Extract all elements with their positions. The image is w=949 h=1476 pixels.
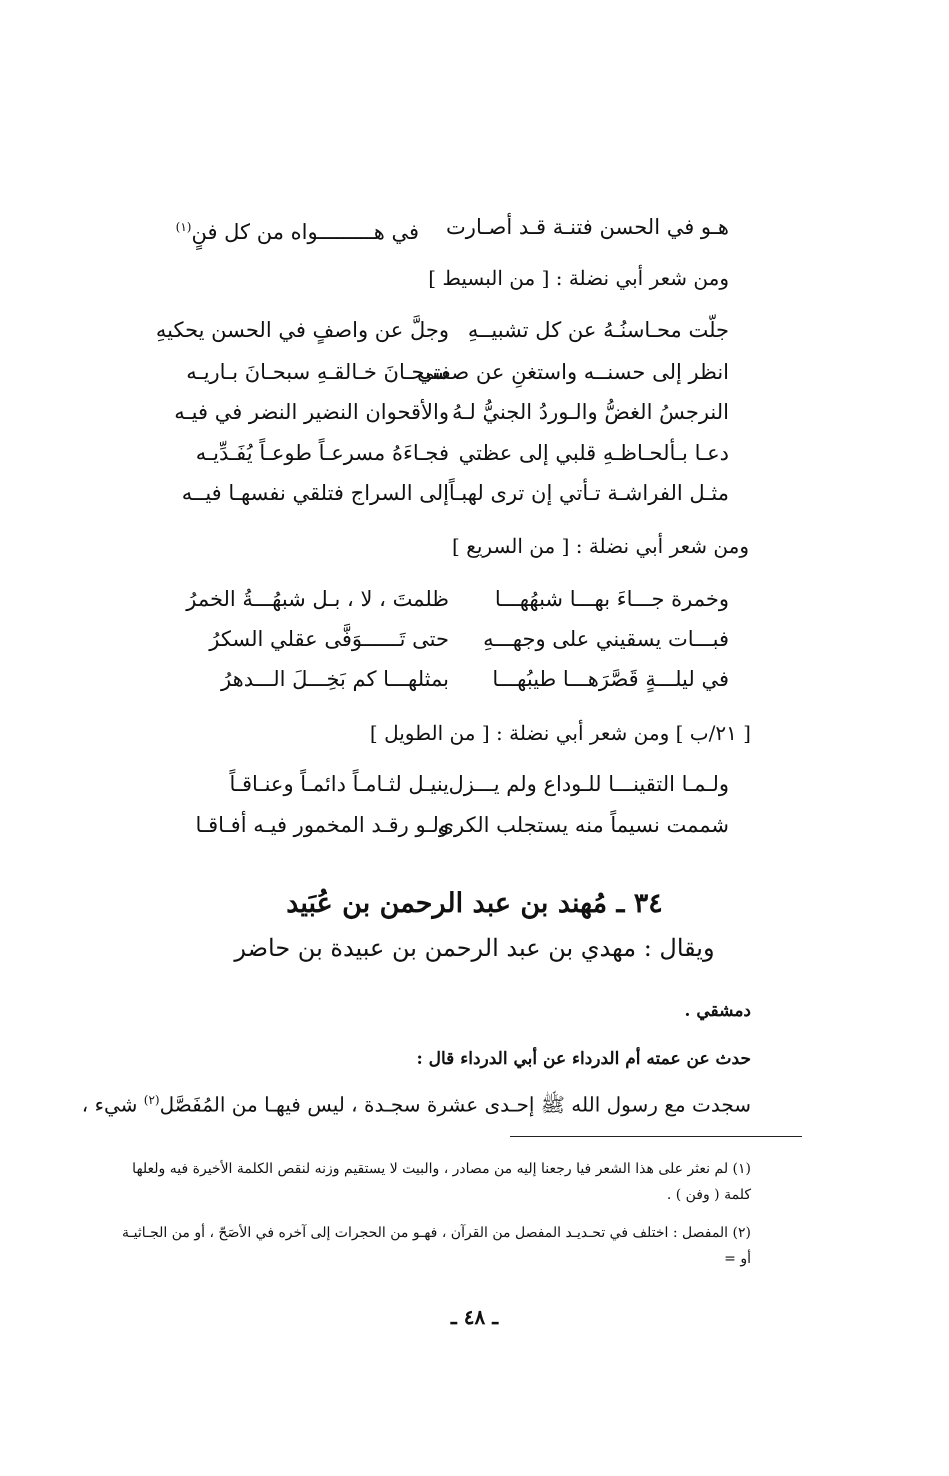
footnote-ref: (٢) bbox=[143, 1093, 160, 1107]
verse-hemistich-second: إلى السراج فتلقي نفسهـا فيــه bbox=[181, 481, 449, 505]
verse-hemistich-second: بمثلهـــا كم بَخِـــلَ الـــدهرُ bbox=[221, 667, 449, 691]
origin-text: دمشقي . bbox=[684, 1001, 751, 1021]
hadith-text: سجدت مع رسول الله ﷺ إحـدى عشرة سجـدة ، ليس فيهـا من المُفَصَّل$^{(٢)}$ شيء ، bbox=[81, 1092, 751, 1117]
footnote-2: (٢) المفصل : اختلف في تحـديـد المفصل من القرآن ، فهـو من الحجرات إلى آخره في الأصَحّ ، أو من الجـاثيـة أو = bbox=[122, 1225, 751, 1267]
page-number: ـ ٤٨ ـ bbox=[450, 1305, 499, 1329]
verse-hemistich-first: ولـمـا التقينـــا للـوداع ولم يـــزل bbox=[448, 772, 729, 796]
poem-intro-sari: ومن شعر أبي نضلة : [ من السريع ] bbox=[452, 534, 749, 558]
footnote-separator bbox=[510, 1136, 802, 1137]
verse-hemistich-first: فبـــات يسقيني على وجهـــهِ bbox=[483, 627, 729, 651]
verse-hemistich-first: النرجسُ الغضُّ والـوردُ الجنيُّ لـهُ bbox=[451, 400, 729, 424]
footnote-1: (١) لم نعثر على هذا الشعر فيا رجعنا إليه من مصادر ، والبيت لا يستقيم وزنه لنقص الكلمة الأخيرة فيه ولعلها كلمة ( وفن ) . bbox=[132, 1161, 751, 1203]
verse-hemistich-first: وخمرة جـــاءَ بهـــا شبهُهـــا bbox=[494, 587, 729, 611]
verse-hemistich-first: انظر إلى حسنــه واستغنِ عن صفتي bbox=[416, 360, 729, 384]
verse-hemistich-first: دعـا بـألحـاظـهِ قلبي إلى عظتي bbox=[458, 441, 729, 465]
entry-subtitle: ويقال : مهدي بن عبد الرحمن بن عبيدة بن حاضر bbox=[234, 934, 715, 962]
verse-hemistich-first: شممت نسيماً منه يستجلب الكرى bbox=[437, 813, 729, 837]
poem-intro-basit: ومن شعر أبي نضلة : [ من البسيط ] bbox=[428, 266, 729, 290]
verse-hemistich-second: والأقحوان النضير النضر في فيـه bbox=[174, 400, 449, 424]
verse-hemistich-second: ظلمتَ ، لا ، بـل شبهُـــةُ الخمرُ bbox=[186, 587, 449, 611]
verse-hemistich-first: مثـل الفراشـة تـأتي إن ترى لهبـاً bbox=[448, 481, 729, 505]
verse-hemistich-second: وجلَّ عن واصفٍ في الحسن يحكيهِ bbox=[155, 318, 449, 342]
hadith-intro: حدث عن عمته أم الدرداء عن أبي الدرداء قال : bbox=[416, 1049, 751, 1069]
verse-hemistich-first: في ليلـــةٍ قَصَّرَهـــا طيبُهـــا bbox=[492, 667, 729, 691]
verse-hemistich-second: ينيـل لثـامـاً دائمـاً وعنـاقـاً bbox=[229, 772, 449, 796]
entry-title: ٣٤ ـ مُهند بن عبد الرحمن بن عُبَيد bbox=[286, 888, 663, 919]
verse-hemistich-second: ولـو رقـد المخمور فيـه أفـاقـا bbox=[195, 813, 449, 837]
verse-hemistich-second: في هـــــــــواه من كل فنٍ$^{(١)}$ bbox=[175, 220, 419, 244]
verse-hemistich-first: هـو في الحسن فتنـة قـد أصـارت bbox=[446, 215, 729, 239]
verse-hemistich-second: حتى تَــــــوَفَّى عقلي السكرُ bbox=[209, 627, 449, 651]
footnote-ref: (١) bbox=[175, 220, 192, 234]
verse-hemistich-second: سبحـانَ خـالقـهِ سبحـانَ بـاريـه bbox=[186, 360, 449, 384]
verse-hemistich-first: جلّت محـاسنُـهُ عن كل تشبيــهِ bbox=[467, 318, 729, 342]
poem-intro-tawil: [ ٢١/ب ] ومن شعر أبي نضلة : [ من الطويل ] bbox=[369, 721, 751, 745]
verse-hemistich-second: فجـاءَهُ مسرعـاً طوعـاً يُفَـدِّيـه bbox=[195, 441, 449, 465]
